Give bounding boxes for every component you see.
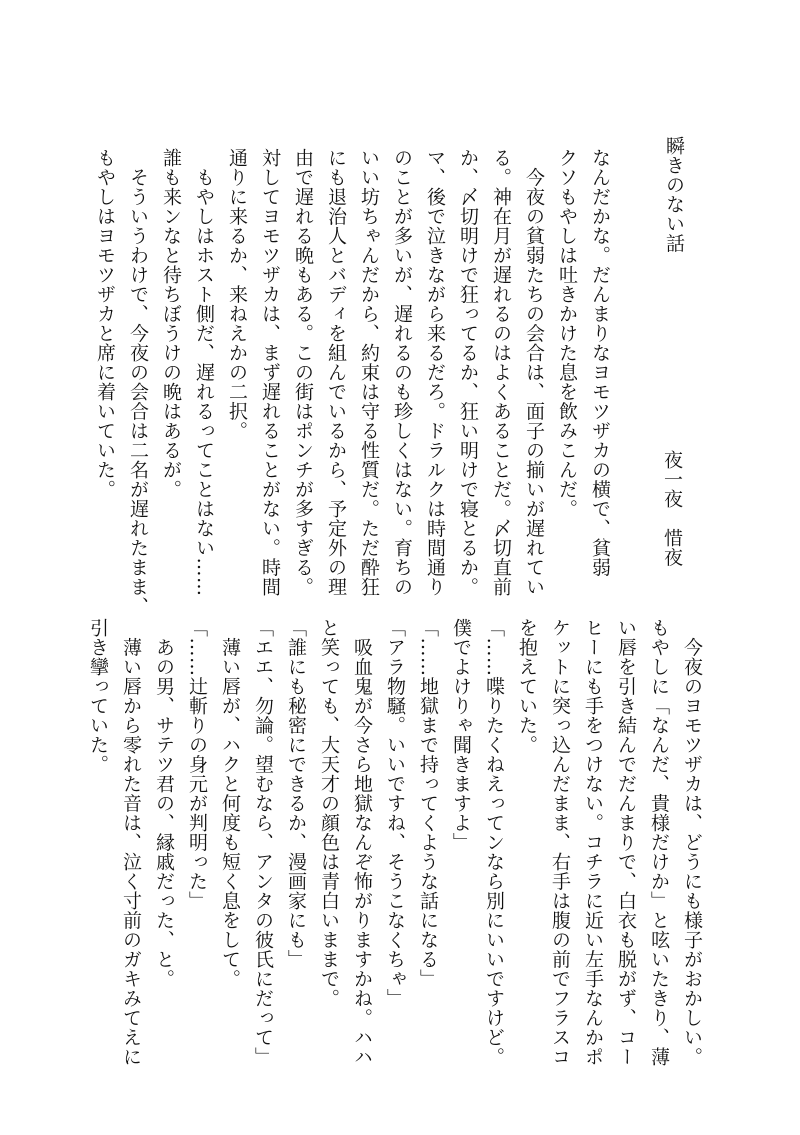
text-line: のことが多いが、遅れるのも珍しくはない。育ちの	[391, 148, 413, 597]
upper-text-block	[94, 148, 616, 616]
text-line: る。神在月が遅れるのはよくあることだ。〆切直前	[490, 148, 512, 597]
text-line: 吸血鬼が今さら地獄なんぞ怖がりますかね。ハハ	[351, 618, 373, 1067]
text-line: にも退治人とバディを組んでいるから、予定外の理	[325, 148, 347, 597]
lower-text-block	[87, 618, 708, 1067]
text-line: と笑っても、大天才の顔色は青白いままで。	[318, 618, 340, 1008]
text-line: い唇を引き結んでだんまりで、白衣も脱がず、コー	[615, 618, 637, 1067]
text-line: 通りに来るか、来ねえかの二択。	[226, 148, 248, 441]
text-line: 薄い唇から零れた音は、泣く寸前のガキみてえに	[120, 618, 142, 1067]
text-line: 今夜の貧弱たちの会合は、面子の揃いが遅れてい	[523, 148, 545, 597]
author-name: 夜一夜 惜夜	[661, 450, 683, 567]
text-line: 誰も来ンなと待ちぼうけの晩はあるが。	[160, 148, 182, 499]
text-line: そういうわけで、今夜の会合は二名が遅れたまま、	[127, 148, 149, 616]
text-line: クソもやしは吐きかけた息を飲みこんだ。	[556, 148, 578, 519]
text-line: なんだかな。だんまりなヨモツザカの横で、貧弱	[589, 148, 611, 577]
text-line: ヒーにも手をつけない。コチラに近い左手なんかポ	[582, 618, 604, 1067]
text-line: 僕でよけりゃ聞きますよ」	[450, 618, 472, 852]
text-line: 薄い唇が、ハクと何度も短く息をして。	[219, 618, 241, 989]
text-line: 「誰にも秘密にできるか、漫画家にも」	[285, 618, 307, 969]
text-line: 対してヨモツザカは、まず遅れることがない。時間	[259, 148, 281, 597]
text-line: 「エエ、勿論。望むなら、アンタの彼氏にだって」	[252, 618, 274, 1067]
text-line: ケットに突っ込んだまま、右手は腹の前でフラスコ	[549, 618, 571, 1067]
text-line: マ、後で泣きながら来るだろ。ドラルクは時間通り	[424, 148, 446, 597]
text-line: もやしはヨモツザカと席に着いていた。	[94, 148, 116, 499]
text-line: もやしはホスト側だ、遅れるってことはない……	[193, 148, 215, 597]
text-line: 「アラ物騒。いいですね、そうこなくちゃ」	[384, 618, 406, 1008]
text-line: 「……喋りたくねえってンなら別にいいですけど。	[483, 618, 505, 1067]
text-line: いい坊ちゃんだから、約束は守る性質だ。ただ酔狂	[358, 148, 380, 597]
story-title: 瞬きのない話	[663, 136, 685, 253]
text-line: もやしに「なんだ、貴様だけか」と呟いたきり、薄	[648, 618, 670, 1067]
text-line: 由で遅れる晩もある。この街はポンチが多すぎる。	[292, 148, 314, 597]
text-line: か、〆切明けで狂ってるか、狂い明けで寝とるか。	[457, 148, 479, 597]
text-line: あの男、サテツ君の、縁戚だった、と。	[153, 618, 175, 989]
text-line: 「……辻斬りの身元が判明った」	[186, 618, 208, 911]
text-line: を抱えていた。	[516, 618, 538, 755]
text-line: 今夜のヨモツザカは、どうにも様子がおかしい。	[681, 618, 703, 1067]
text-line: 引き攣っていた。	[87, 618, 109, 774]
text-line: 「……地獄まで持ってくような話になる」	[417, 618, 439, 989]
